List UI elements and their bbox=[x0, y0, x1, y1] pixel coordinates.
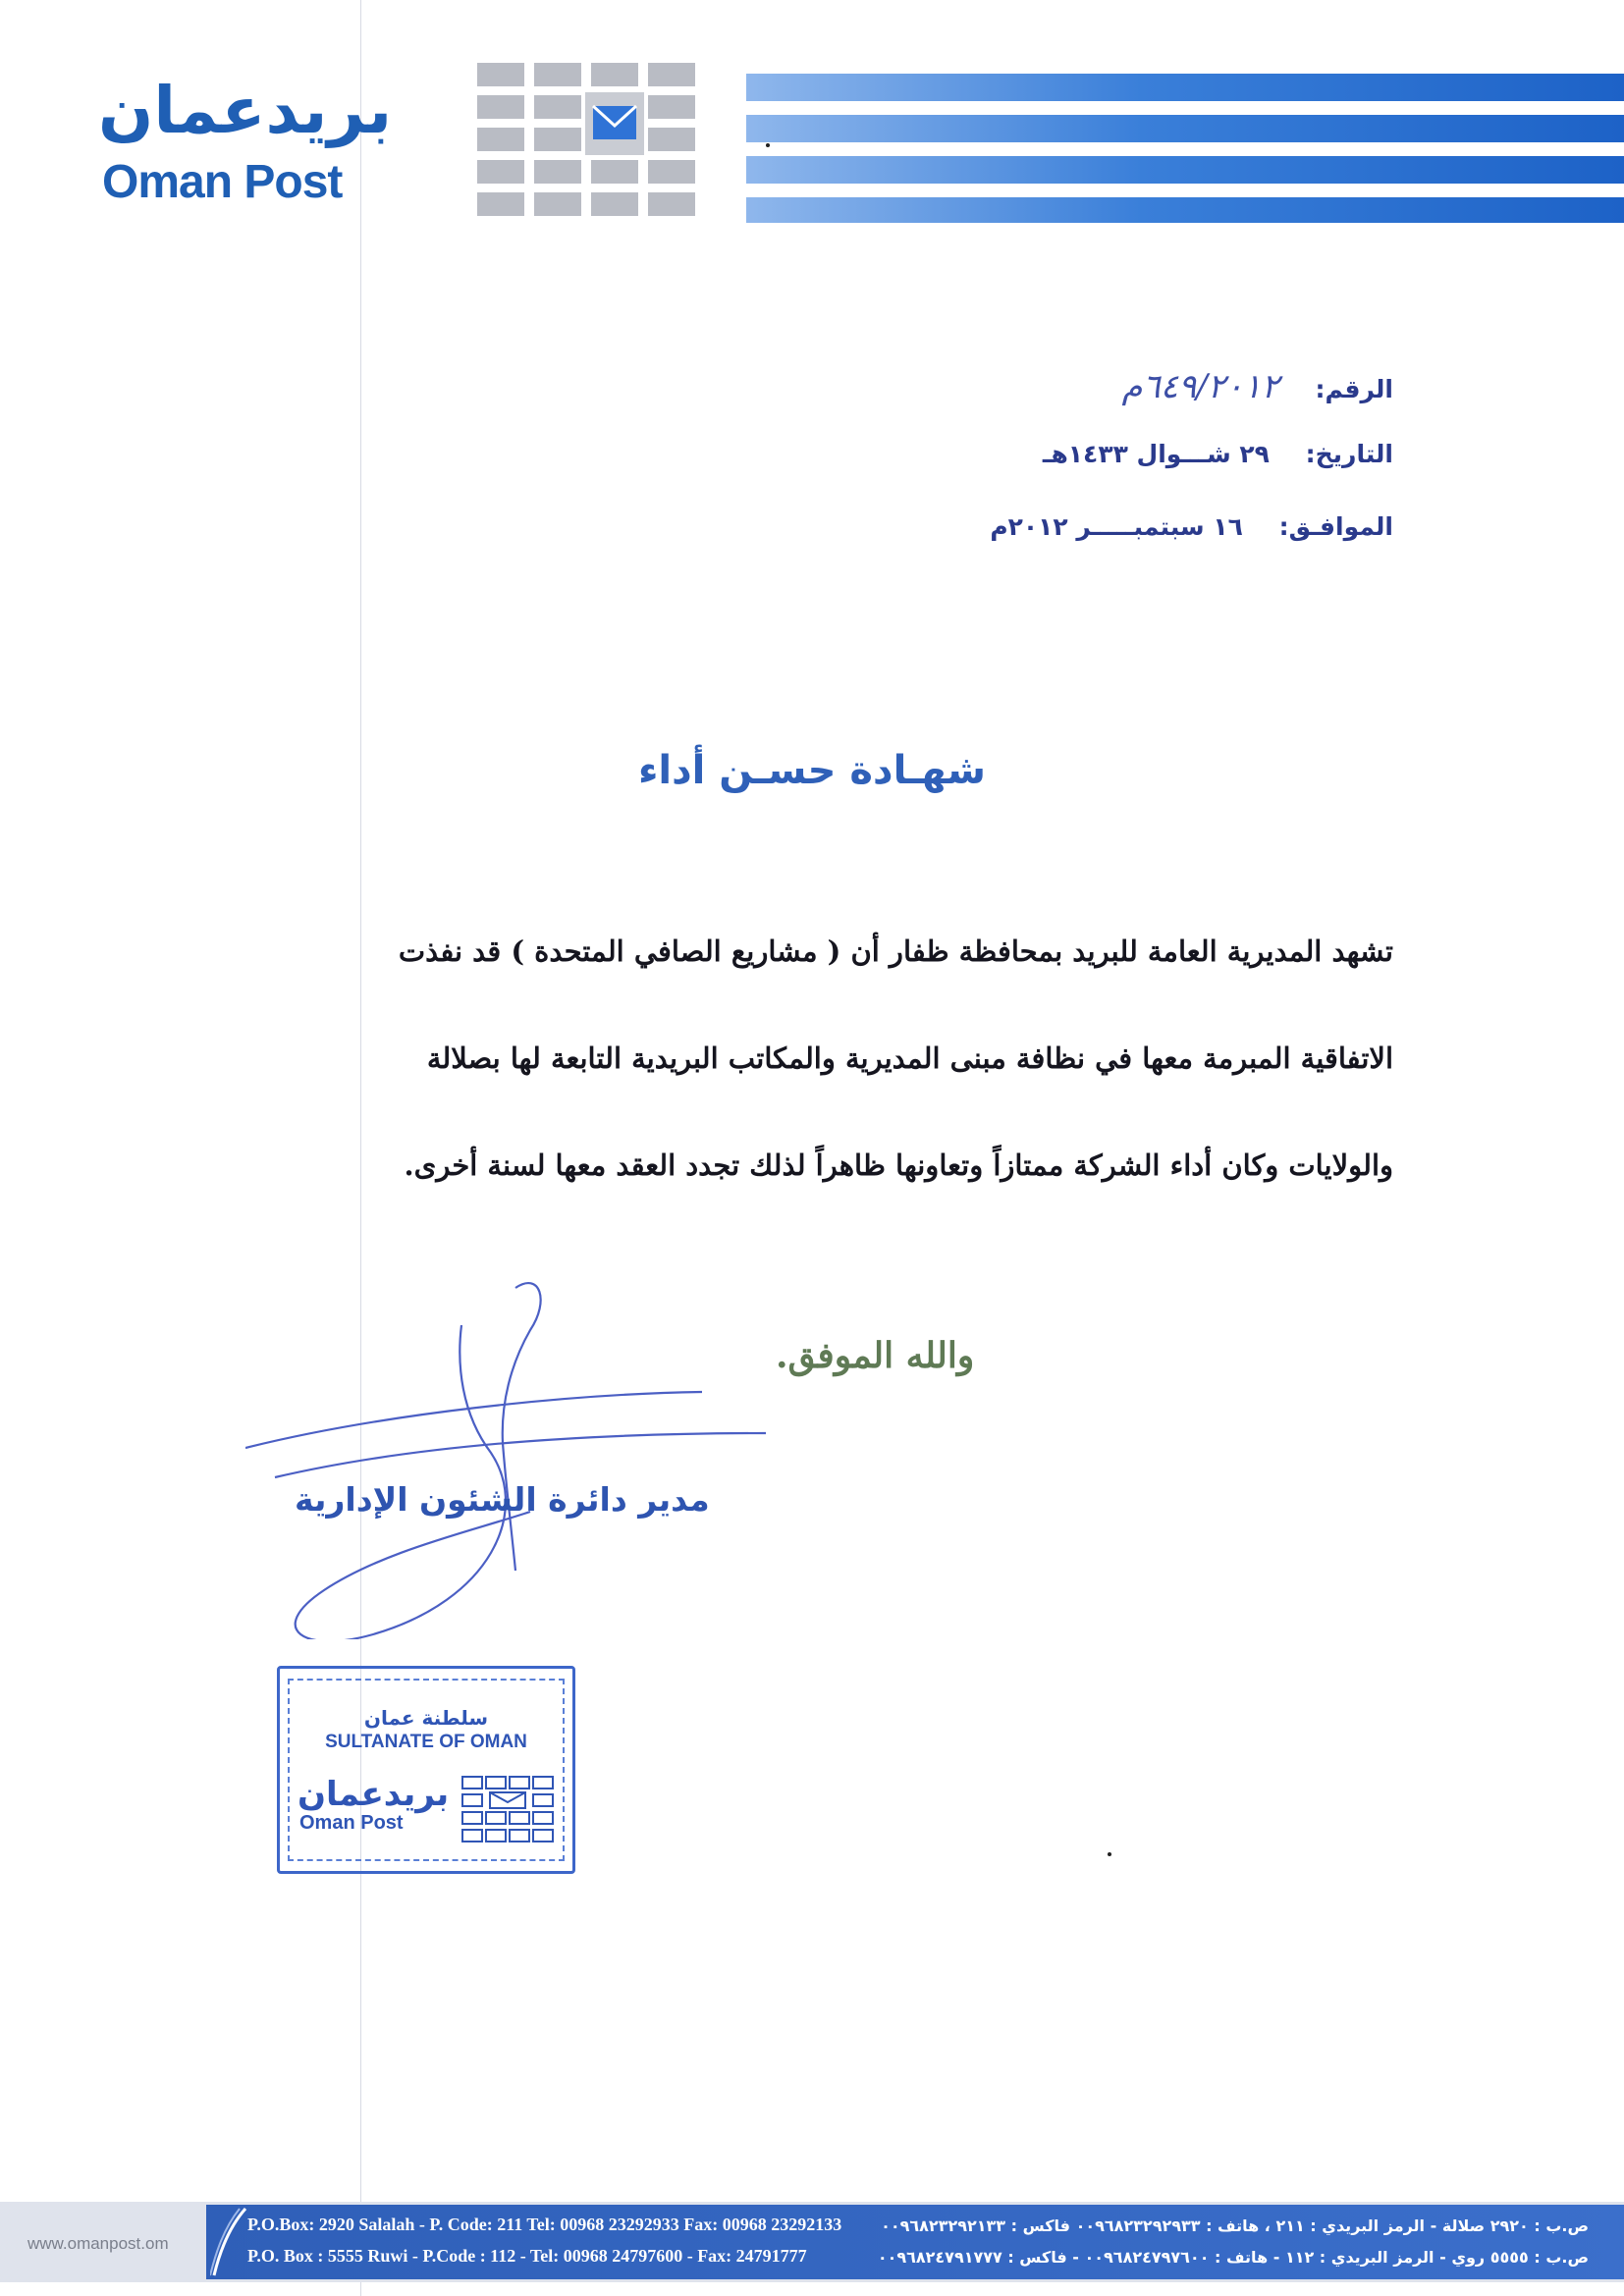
handwritten-signature bbox=[245, 1276, 795, 1639]
reference-number-label: الرقم: bbox=[1315, 375, 1393, 403]
logo-arabic-text: بريدعمان bbox=[98, 73, 393, 148]
footer-address-salalah-en: P.O.Box: 2920 Salalah - P. Code: 211 Tel: 00968 23292933 Fax: 00968 23292133 bbox=[247, 2215, 842, 2234]
official-stamp bbox=[277, 1666, 575, 1874]
body-line-3: والولايات وكان أداء الشركة ممتازاً وتعاونها ظاهراً لذلك تجدد العقد معها لسنة أخرى. bbox=[404, 1148, 1393, 1182]
body-line-1: تشهد المديرية العامة للبريد بمحافظة ظفار أن ( مشاريع الصافي المتحدة ) قد نفذت bbox=[398, 934, 1393, 968]
stamp-arabic-country: سلطنة عمان bbox=[363, 1706, 489, 1730]
certificate-body bbox=[313, 898, 1393, 1219]
stamp-logo-grid bbox=[460, 1775, 555, 1843]
logo-english-text: Oman Post bbox=[102, 156, 343, 208]
reference-corresponding-label: الموافـق: bbox=[1278, 512, 1393, 541]
footer-address-salalah-ar: ص.ب : ٢٩٢٠ صلالة - الرمز البريدي : ٢١١ ، هاتف : ٠٠٩٦٨٢٣٢٩٢٩٣٣ فاكس : ٠٠٩٦٨٢٣٢٩٢١٣٣ bbox=[881, 2216, 1589, 2235]
stamp-logo-english: Oman Post bbox=[299, 1812, 404, 1834]
reference-number bbox=[1121, 367, 1393, 406]
footer-website: www.omanpost.om bbox=[27, 2234, 169, 2253]
oman-post-logo-grid bbox=[477, 63, 699, 216]
stamp-logo-arabic: بريدعمان bbox=[298, 1775, 450, 1814]
signer-title: مدير دائرة الشئون الإدارية bbox=[295, 1480, 710, 1519]
footer-address-ruwi-ar: ص.ب : ٥٥٥٥ روي - الرمز البريدي : ١١٢ - هاتف : ٠٠٩٦٨٢٤٧٩٧٦٠٠ - فاكس : ٠٠٩٦٨٢٤٧٩١٧٧٧ bbox=[877, 2248, 1589, 2267]
footer-swoosh-icon bbox=[210, 2207, 249, 2277]
reference-corresponding-value: ١٦ سبتمبـــــر ٢٠١٢م bbox=[990, 512, 1243, 541]
scan-speck bbox=[1108, 1852, 1111, 1856]
closing-phrase: والله الموفق. bbox=[776, 1335, 975, 1376]
stamp-english-country: SULTANATE OF OMAN bbox=[325, 1732, 527, 1752]
reference-date bbox=[1043, 440, 1393, 468]
reference-corresponding-date bbox=[990, 512, 1393, 541]
reference-date-value: ٢٩ شـــوال ١٤٣٣هـ bbox=[1042, 440, 1270, 468]
header-blue-stripes bbox=[746, 74, 1624, 236]
certificate-title: شهـادة حسـن أداء bbox=[637, 748, 987, 793]
reference-number-value: ٦٤٩/٢٠١٢م bbox=[1121, 367, 1279, 406]
scan-speck bbox=[766, 143, 770, 147]
footer-address-ruwi-en: P.O. Box : 5555 Ruwi - P.Code : 112 - Tel: 00968 24797600 - Fax: 24791777 bbox=[247, 2246, 807, 2266]
body-line-2: الاتفاقية المبرمة معها في نظافة مبنى المديرية والمكاتب البريدية التابعة لها بصلالة bbox=[426, 1041, 1393, 1075]
reference-date-label: التاريخ: bbox=[1305, 440, 1393, 468]
